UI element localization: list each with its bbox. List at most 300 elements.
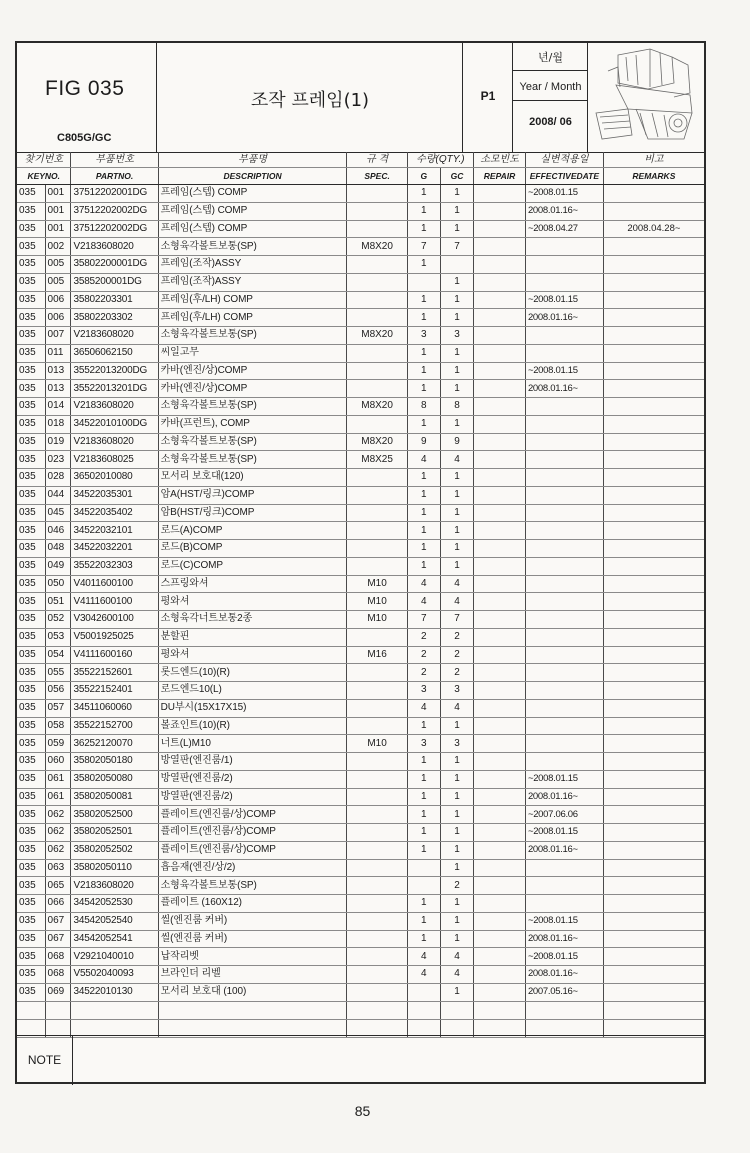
cell-description: 평와셔 — [158, 593, 347, 611]
cell-qty-gc: 1 — [440, 824, 473, 842]
cell-spec — [347, 557, 407, 575]
machine-illustration-cell — [588, 43, 704, 152]
title-cell — [157, 43, 463, 152]
table-row — [17, 185, 704, 203]
cell-part-number: 35522032303 — [71, 557, 158, 575]
cell-remarks — [603, 948, 704, 966]
cell-remarks — [603, 859, 704, 877]
cell-qty-gc — [440, 256, 473, 274]
cell-qty-g: 7 — [407, 611, 440, 629]
table-row — [17, 238, 704, 256]
cell-description: 소형육각너트보통2종 — [158, 611, 347, 629]
cell-part-number: 34542052541 — [71, 930, 158, 948]
cell-key-number: 019 — [45, 433, 71, 451]
cell-key-number: 028 — [45, 469, 71, 487]
cell-qty-g: 8 — [407, 398, 440, 416]
cell-repair — [474, 486, 526, 504]
cell-part-number: 37512202002DG — [71, 202, 158, 220]
cell-qty-g: 2 — [407, 628, 440, 646]
cell-remarks — [603, 912, 704, 930]
divider — [513, 70, 588, 71]
cell-spec: M8X20 — [347, 238, 407, 256]
cell-repair — [474, 398, 526, 416]
cell-effective-date: 2008.01.16~ — [525, 309, 603, 327]
cell-key-number: 001 — [45, 220, 71, 238]
cell-remarks — [603, 433, 704, 451]
cell-qty-g: 4 — [407, 451, 440, 469]
cell-repair — [474, 912, 526, 930]
cell-part-number: 35802052501 — [71, 824, 158, 842]
cell-key-group: 035 — [17, 699, 45, 717]
table-row — [17, 983, 704, 1001]
cell-remarks — [603, 593, 704, 611]
cell-key-number: 048 — [45, 540, 71, 558]
fig-number: FIG 035 — [45, 77, 125, 100]
cell-effective-date — [525, 398, 603, 416]
cell-repair — [474, 824, 526, 842]
page-number: 85 — [354, 1103, 371, 1119]
cell-description: 납작리벳 — [158, 948, 347, 966]
cell-key-number: 067 — [45, 930, 71, 948]
cell-qty-gc: 1 — [440, 415, 473, 433]
cell-qty-g: 1 — [407, 912, 440, 930]
cell-part-number: 35802050110 — [71, 859, 158, 877]
cell-remarks — [603, 788, 704, 806]
cell-remarks — [603, 966, 704, 984]
cell-description: 로드(A)COMP — [158, 522, 347, 540]
cell-repair — [474, 628, 526, 646]
cell-description: 암A(HST/링크)COMP — [158, 486, 347, 504]
cell-qty-g: 1 — [407, 362, 440, 380]
cell-part-number: V2183608025 — [71, 451, 158, 469]
cell-qty-gc: 4 — [440, 575, 473, 593]
cell-spec — [347, 362, 407, 380]
cell-repair — [474, 469, 526, 487]
cell-effective-date — [525, 717, 603, 735]
sheet-page: P1 — [480, 89, 496, 103]
cell-qty-g: 4 — [407, 699, 440, 717]
empty-cell — [17, 1001, 45, 1019]
cell-effective-date — [525, 859, 603, 877]
col-header-remarks: REMARKS — [603, 168, 704, 185]
cell-effective-date: 2008.01.16~ — [525, 930, 603, 948]
cell-qty-g: 4 — [407, 966, 440, 984]
empty-row — [17, 1001, 704, 1019]
cell-key-group: 035 — [17, 273, 45, 291]
cell-qty-g: 3 — [407, 682, 440, 700]
cell-qty-gc: 4 — [440, 451, 473, 469]
cell-repair — [474, 948, 526, 966]
cell-part-number: 34542052530 — [71, 895, 158, 913]
empty-cell — [474, 1001, 526, 1019]
cell-part-number: 34522010130 — [71, 983, 158, 1001]
cell-qty-gc: 1 — [440, 717, 473, 735]
cell-qty-gc: 8 — [440, 398, 473, 416]
cell-description: 롯드엔드(10)(R) — [158, 664, 347, 682]
cell-repair — [474, 185, 526, 203]
cell-spec — [347, 841, 407, 859]
cell-part-number: 35802203302 — [71, 309, 158, 327]
cell-qty-gc: 4 — [440, 948, 473, 966]
col-header-spec: SPEC. — [347, 168, 407, 185]
table-row — [17, 717, 704, 735]
cell-remarks — [603, 664, 704, 682]
table-row — [17, 202, 704, 220]
cell-spec — [347, 930, 407, 948]
col-header-gc: GC — [440, 168, 473, 185]
cell-effective-date: 2008.01.16~ — [525, 841, 603, 859]
cell-key-group: 035 — [17, 344, 45, 362]
cell-spec: M8X20 — [347, 398, 407, 416]
cell-description: 소형육각볼트보통(SP) — [158, 451, 347, 469]
cell-repair — [474, 717, 526, 735]
cell-part-number: 34522032101 — [71, 522, 158, 540]
cell-key-group: 035 — [17, 841, 45, 859]
cell-remarks — [603, 983, 704, 1001]
cell-key-group: 035 — [17, 557, 45, 575]
cell-repair — [474, 273, 526, 291]
cell-spec — [347, 895, 407, 913]
cell-spec: M10 — [347, 593, 407, 611]
cell-key-number: 001 — [45, 202, 71, 220]
cell-key-number: 014 — [45, 398, 71, 416]
cell-effective-date — [525, 256, 603, 274]
cell-spec — [347, 699, 407, 717]
table-row — [17, 966, 704, 984]
cell-qty-g — [407, 983, 440, 1001]
cell-part-number: 35802052502 — [71, 841, 158, 859]
cell-spec — [347, 770, 407, 788]
table-row — [17, 256, 704, 274]
table-row — [17, 912, 704, 930]
cell-spec — [347, 220, 407, 238]
table-row — [17, 735, 704, 753]
cell-description: 프레임(스텝) COMP — [158, 220, 347, 238]
cell-effective-date — [525, 344, 603, 362]
cell-key-number: 007 — [45, 327, 71, 345]
table-row — [17, 611, 704, 629]
cell-qty-g: 1 — [407, 185, 440, 203]
cell-key-number: 013 — [45, 380, 71, 398]
cell-qty-gc: 1 — [440, 380, 473, 398]
cell-spec: M10 — [347, 735, 407, 753]
cell-description: 모서리 보호대(120) — [158, 469, 347, 487]
cell-key-number: 066 — [45, 895, 71, 913]
cell-qty-gc: 4 — [440, 593, 473, 611]
cell-key-group: 035 — [17, 469, 45, 487]
cell-spec: M8X25 — [347, 451, 407, 469]
cell-repair — [474, 983, 526, 1001]
cell-qty-gc: 2 — [440, 646, 473, 664]
cell-repair — [474, 557, 526, 575]
cell-qty-gc: 3 — [440, 327, 473, 345]
cell-key-group: 035 — [17, 735, 45, 753]
col-header-key-ko: 찾기번호 — [17, 152, 71, 168]
cell-description: 볼죠인트(10)(R) — [158, 717, 347, 735]
cell-description: 플레이트(엔진룸/상)COMP — [158, 824, 347, 842]
cell-description: 플레이트 (160X12) — [158, 895, 347, 913]
cell-key-number: 069 — [45, 983, 71, 1001]
cell-part-number: V2183608020 — [71, 327, 158, 345]
cell-key-group: 035 — [17, 202, 45, 220]
cell-qty-gc: 1 — [440, 983, 473, 1001]
cell-remarks — [603, 486, 704, 504]
table-row — [17, 841, 704, 859]
cell-spec — [347, 291, 407, 309]
cell-part-number: 36502010080 — [71, 469, 158, 487]
cell-spec — [347, 469, 407, 487]
note-area — [17, 1035, 704, 1085]
cell-repair — [474, 682, 526, 700]
cell-key-number: 005 — [45, 256, 71, 274]
cell-key-group: 035 — [17, 575, 45, 593]
cell-remarks — [603, 451, 704, 469]
cell-part-number: V3042600100 — [71, 611, 158, 629]
cell-repair — [474, 806, 526, 824]
cell-part-number: V2183608020 — [71, 238, 158, 256]
cell-qty-g: 1 — [407, 930, 440, 948]
cell-repair — [474, 699, 526, 717]
cell-part-number: V2183608020 — [71, 398, 158, 416]
table-row — [17, 433, 704, 451]
cell-qty-gc: 1 — [440, 504, 473, 522]
cell-key-group: 035 — [17, 753, 45, 771]
cell-description: 암B(HST/링크)COMP — [158, 504, 347, 522]
cell-repair — [474, 291, 526, 309]
col-header-keyno: KEYNO. — [17, 168, 71, 185]
table-row — [17, 504, 704, 522]
cell-description: 로드(B)COMP — [158, 540, 347, 558]
page-cell — [463, 43, 513, 152]
table-row — [17, 415, 704, 433]
cell-remarks — [603, 185, 704, 203]
cell-part-number: V5001925025 — [71, 628, 158, 646]
cell-key-number: 056 — [45, 682, 71, 700]
year-month-cell — [513, 43, 588, 152]
cell-key-group: 035 — [17, 770, 45, 788]
cell-spec — [347, 504, 407, 522]
table-row — [17, 682, 704, 700]
cell-spec — [347, 256, 407, 274]
cell-effective-date — [525, 469, 603, 487]
cell-effective-date: 2008.01.16~ — [525, 788, 603, 806]
cell-remarks — [603, 806, 704, 824]
cell-remarks — [603, 628, 704, 646]
table-row — [17, 398, 704, 416]
table-row — [17, 575, 704, 593]
empty-cell — [440, 1001, 473, 1019]
cell-spec — [347, 522, 407, 540]
cell-key-group: 035 — [17, 362, 45, 380]
cell-qty-g: 4 — [407, 575, 440, 593]
cell-key-group: 035 — [17, 806, 45, 824]
cell-repair — [474, 256, 526, 274]
cell-key-group: 035 — [17, 451, 45, 469]
cell-description: 소형육각볼트보통(SP) — [158, 238, 347, 256]
cell-key-number: 062 — [45, 824, 71, 842]
cell-qty-gc: 1 — [440, 469, 473, 487]
cell-key-group: 035 — [17, 522, 45, 540]
cell-key-number: 006 — [45, 309, 71, 327]
model-code: C805G/GC — [57, 132, 112, 144]
cell-qty-g: 1 — [407, 540, 440, 558]
cell-remarks — [603, 646, 704, 664]
cell-effective-date — [525, 664, 603, 682]
cell-key-number: 050 — [45, 575, 71, 593]
cell-description: 씨일고무 — [158, 344, 347, 362]
cell-spec: M8X20 — [347, 433, 407, 451]
cell-effective-date — [525, 415, 603, 433]
cell-description: 너트(L)M10 — [158, 735, 347, 753]
cell-part-number: V2183608020 — [71, 877, 158, 895]
cell-qty-gc: 1 — [440, 185, 473, 203]
cell-remarks — [603, 273, 704, 291]
fig-cell — [17, 43, 157, 152]
cell-remarks — [603, 398, 704, 416]
table-row — [17, 220, 704, 238]
cell-qty-g: 1 — [407, 717, 440, 735]
cell-remarks — [603, 877, 704, 895]
cell-remarks — [603, 504, 704, 522]
year-month-korean: 년/월 — [538, 51, 563, 64]
cell-repair — [474, 753, 526, 771]
year-month-english: Year / Month — [519, 81, 582, 93]
cell-qty-gc: 9 — [440, 433, 473, 451]
cell-key-group: 035 — [17, 646, 45, 664]
table-row — [17, 309, 704, 327]
empty-cell — [603, 1001, 704, 1019]
table-row — [17, 895, 704, 913]
cell-repair — [474, 575, 526, 593]
cell-effective-date — [525, 682, 603, 700]
cell-effective-date — [525, 753, 603, 771]
cell-spec — [347, 185, 407, 203]
cell-qty-gc: 1 — [440, 522, 473, 540]
table-row — [17, 362, 704, 380]
cell-spec — [347, 806, 407, 824]
col-header-description: DESCRIPTION — [158, 168, 347, 185]
cell-key-number: 002 — [45, 238, 71, 256]
cell-key-group: 035 — [17, 185, 45, 203]
cell-key-number: 001 — [45, 185, 71, 203]
cell-spec: M8X20 — [347, 327, 407, 345]
col-header-repair: REPAIR — [474, 168, 526, 185]
cell-part-number: 34511060060 — [71, 699, 158, 717]
table-row — [17, 469, 704, 487]
cell-repair — [474, 770, 526, 788]
cell-key-group: 035 — [17, 486, 45, 504]
cell-key-number: 062 — [45, 806, 71, 824]
cell-description: 씰(엔진룸 커버) — [158, 912, 347, 930]
cell-description: 소형육각볼트보통(SP) — [158, 398, 347, 416]
cell-key-number: 065 — [45, 877, 71, 895]
cell-effective-date — [525, 646, 603, 664]
cell-key-group: 035 — [17, 628, 45, 646]
cell-repair — [474, 664, 526, 682]
cell-remarks — [603, 841, 704, 859]
cell-qty-g: 1 — [407, 415, 440, 433]
cell-qty-gc: 1 — [440, 806, 473, 824]
cell-effective-date: 2007.05.16~ — [525, 983, 603, 1001]
cell-key-number: 023 — [45, 451, 71, 469]
cell-qty-g: 1 — [407, 753, 440, 771]
col-header-effective-date: EFFECTIVEDATE — [525, 168, 603, 185]
cell-description: 프레임(스텝) COMP — [158, 202, 347, 220]
cell-qty-gc: 1 — [440, 841, 473, 859]
cell-remarks — [603, 699, 704, 717]
cell-part-number: V4011600100 — [71, 575, 158, 593]
cell-part-number: 34522035402 — [71, 504, 158, 522]
cell-part-number: 37512202001DG — [71, 185, 158, 203]
cell-spec — [347, 344, 407, 362]
cell-qty-g — [407, 273, 440, 291]
table-row — [17, 451, 704, 469]
cell-key-number: 054 — [45, 646, 71, 664]
cell-key-number: 062 — [45, 841, 71, 859]
cell-effective-date: ~2008.01.15 — [525, 824, 603, 842]
cell-key-group: 035 — [17, 309, 45, 327]
cell-qty-gc: 1 — [440, 912, 473, 930]
cell-qty-gc: 3 — [440, 682, 473, 700]
cell-key-number: 068 — [45, 966, 71, 984]
cell-remarks — [603, 415, 704, 433]
cell-qty-g: 1 — [407, 824, 440, 842]
cell-effective-date — [525, 522, 603, 540]
cell-description: 카바(엔진/상)COMP — [158, 380, 347, 398]
cell-key-number: 057 — [45, 699, 71, 717]
cell-qty-g: 1 — [407, 895, 440, 913]
cell-spec: M10 — [347, 575, 407, 593]
cell-effective-date: 2008.01.16~ — [525, 380, 603, 398]
cell-repair — [474, 841, 526, 859]
cell-key-number: 011 — [45, 344, 71, 362]
cell-key-group: 035 — [17, 788, 45, 806]
cell-remarks — [603, 770, 704, 788]
cell-key-group: 035 — [17, 593, 45, 611]
cell-part-number: 37512202002DG — [71, 220, 158, 238]
cell-qty-g: 4 — [407, 593, 440, 611]
cell-key-group: 035 — [17, 966, 45, 984]
table-row — [17, 522, 704, 540]
cell-key-group: 035 — [17, 238, 45, 256]
cell-part-number: 35522152601 — [71, 664, 158, 682]
cell-qty-g: 1 — [407, 256, 440, 274]
cell-description: 모서리 보호대 (100) — [158, 983, 347, 1001]
cell-spec — [347, 664, 407, 682]
cell-effective-date: ~2007.06.06 — [525, 806, 603, 824]
cell-repair — [474, 220, 526, 238]
cell-key-number: 068 — [45, 948, 71, 966]
cell-qty-g: 3 — [407, 327, 440, 345]
table-row — [17, 753, 704, 771]
cell-description: 프레임(후/LH) COMP — [158, 291, 347, 309]
cell-spec — [347, 682, 407, 700]
cell-remarks — [603, 824, 704, 842]
cell-description: 프레임(조작)ASSY — [158, 256, 347, 274]
cell-qty-g: 1 — [407, 486, 440, 504]
cell-spec — [347, 966, 407, 984]
cell-key-number: 045 — [45, 504, 71, 522]
cell-description: 카바(프런트), COMP — [158, 415, 347, 433]
cell-effective-date — [525, 877, 603, 895]
header-row-korean — [17, 152, 704, 168]
empty-cell — [158, 1001, 347, 1019]
cell-description: 소형육각볼트보통(SP) — [158, 877, 347, 895]
cell-part-number: 34522032201 — [71, 540, 158, 558]
cell-key-group: 035 — [17, 611, 45, 629]
cell-spec — [347, 309, 407, 327]
cell-qty-gc: 2 — [440, 664, 473, 682]
